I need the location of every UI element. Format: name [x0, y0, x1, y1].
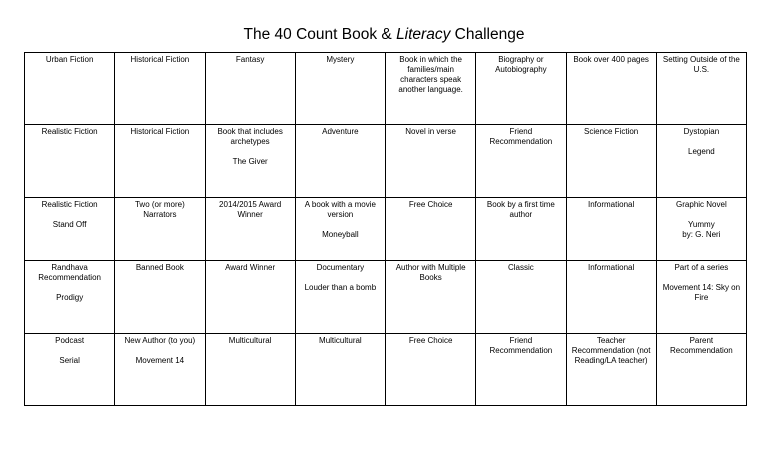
challenge-cell [295, 198, 385, 261]
cell-category: Randhava Recommendation [38, 263, 101, 282]
cell-category: Historical Fiction [130, 127, 190, 136]
challenge-cell [205, 334, 295, 406]
cell-category: Free Choice [408, 200, 453, 209]
challenge-cell [205, 53, 295, 125]
cell-category: Setting Outside of the U.S. [662, 55, 740, 74]
title-italic-word: Literacy [396, 26, 451, 43]
challenge-cell [656, 125, 746, 198]
cell-book-title: Louder than a bomb [304, 283, 377, 292]
cell-category: Dystopian [683, 127, 720, 136]
cell-category: Multicultural [319, 336, 362, 345]
challenge-cell [295, 334, 385, 406]
cell-book-title: Serial [59, 356, 80, 365]
cell-category: Part of a series [674, 263, 729, 272]
cell-category: Award Winner [225, 263, 276, 272]
challenge-cell [386, 125, 476, 198]
challenge-cell [566, 261, 656, 334]
challenge-cell [476, 125, 566, 198]
challenge-cell [656, 53, 746, 125]
challenge-cell [566, 125, 656, 198]
cell-category: 2014/2015 Award Winner [219, 200, 282, 219]
challenge-cell [295, 261, 385, 334]
cell-category: Book by a first time author [486, 200, 555, 219]
cell-category: Documentary [316, 263, 365, 272]
challenge-cell [566, 198, 656, 261]
challenge-cell [25, 53, 115, 125]
cell-category: Science Fiction [584, 127, 639, 136]
cell-category: Informational [588, 200, 635, 209]
challenge-cell [476, 334, 566, 406]
cell-category: Two (or more) Narrators [134, 200, 185, 219]
challenge-cell [656, 334, 746, 406]
challenge-cell [205, 198, 295, 261]
cell-category: Adventure [322, 127, 359, 136]
cell-category: Novel in verse [405, 127, 456, 136]
cell-category: Realistic Fiction [41, 127, 98, 136]
cell-category: Informational [588, 263, 635, 272]
challenge-cell [386, 261, 476, 334]
cell-category: Realistic Fiction [41, 200, 98, 209]
cell-category: Friend Recommendation [489, 336, 553, 355]
cell-book-title: Moneyball [322, 230, 359, 239]
challenge-cell [115, 198, 205, 261]
challenge-cell [476, 53, 566, 125]
cell-category: Mystery [326, 55, 355, 64]
challenge-cell [115, 53, 205, 125]
challenge-cell [115, 261, 205, 334]
challenge-cell [25, 261, 115, 334]
cell-category: Teacher Recommendation (not Reading/LA teacher) [571, 336, 651, 365]
cell-category: Friend Recommendation [489, 127, 553, 146]
cell-category: Book over 400 pages [573, 55, 649, 64]
cell-category: Banned Book [135, 263, 184, 272]
cell-book-title: Movement 14: Sky on Fire [662, 283, 741, 302]
challenge-cell [25, 198, 115, 261]
challenge-cell [656, 198, 746, 261]
grid-row [25, 261, 747, 334]
cell-book-title: Stand Off [52, 220, 87, 229]
challenge-cell [476, 198, 566, 261]
grid-row [25, 53, 747, 125]
challenge-cell [566, 334, 656, 406]
challenge-cell [386, 198, 476, 261]
cell-category: Book that includes archetypes [217, 127, 283, 146]
challenge-cell [25, 125, 115, 198]
cell-category: Fantasy [235, 55, 265, 64]
cell-category: Urban Fiction [45, 55, 94, 64]
cell-category: Classic [507, 263, 534, 272]
challenge-cell [656, 261, 746, 334]
cell-book-title: Legend [688, 147, 715, 156]
challenge-cell [205, 261, 295, 334]
cell-category: Author with Multiple Books [395, 263, 466, 282]
cell-category: Historical Fiction [130, 55, 190, 64]
cell-category: Biography or Autobiography [495, 55, 547, 74]
challenge-cell [566, 53, 656, 125]
page-title [0, 26, 768, 44]
grid-row [25, 334, 747, 406]
cell-book-title: Movement 14 [135, 356, 185, 365]
cell-category: A book with a movie version [304, 200, 376, 219]
challenge-cell [386, 53, 476, 125]
cell-book-title: The Giver [232, 157, 268, 166]
challenge-cell [25, 334, 115, 406]
challenge-cell [386, 334, 476, 406]
challenge-grid [24, 52, 747, 406]
cell-category: New Author (to you) [124, 336, 196, 345]
cell-category: Parent Recommendation [670, 336, 733, 355]
cell-book-title: Prodigy [56, 293, 84, 302]
cell-category: Podcast [55, 336, 85, 345]
challenge-cell [115, 334, 205, 406]
title-tail: Challenge [450, 26, 525, 43]
cell-category: Graphic Novel [676, 200, 727, 209]
cell-category: Free Choice [408, 336, 453, 345]
cell-book-title: Yummy by: G. Neri [682, 220, 721, 239]
grid-row [25, 198, 747, 261]
challenge-cell [205, 125, 295, 198]
title-text: The 40 Count Book & [243, 26, 397, 43]
challenge-cell [476, 261, 566, 334]
cell-category: Book in which the families/main characters speak another language. [398, 55, 463, 94]
challenge-cell [295, 125, 385, 198]
challenge-cell [115, 125, 205, 198]
challenge-cell [295, 53, 385, 125]
cell-category: Multicultural [228, 336, 272, 345]
grid-row [25, 125, 747, 198]
